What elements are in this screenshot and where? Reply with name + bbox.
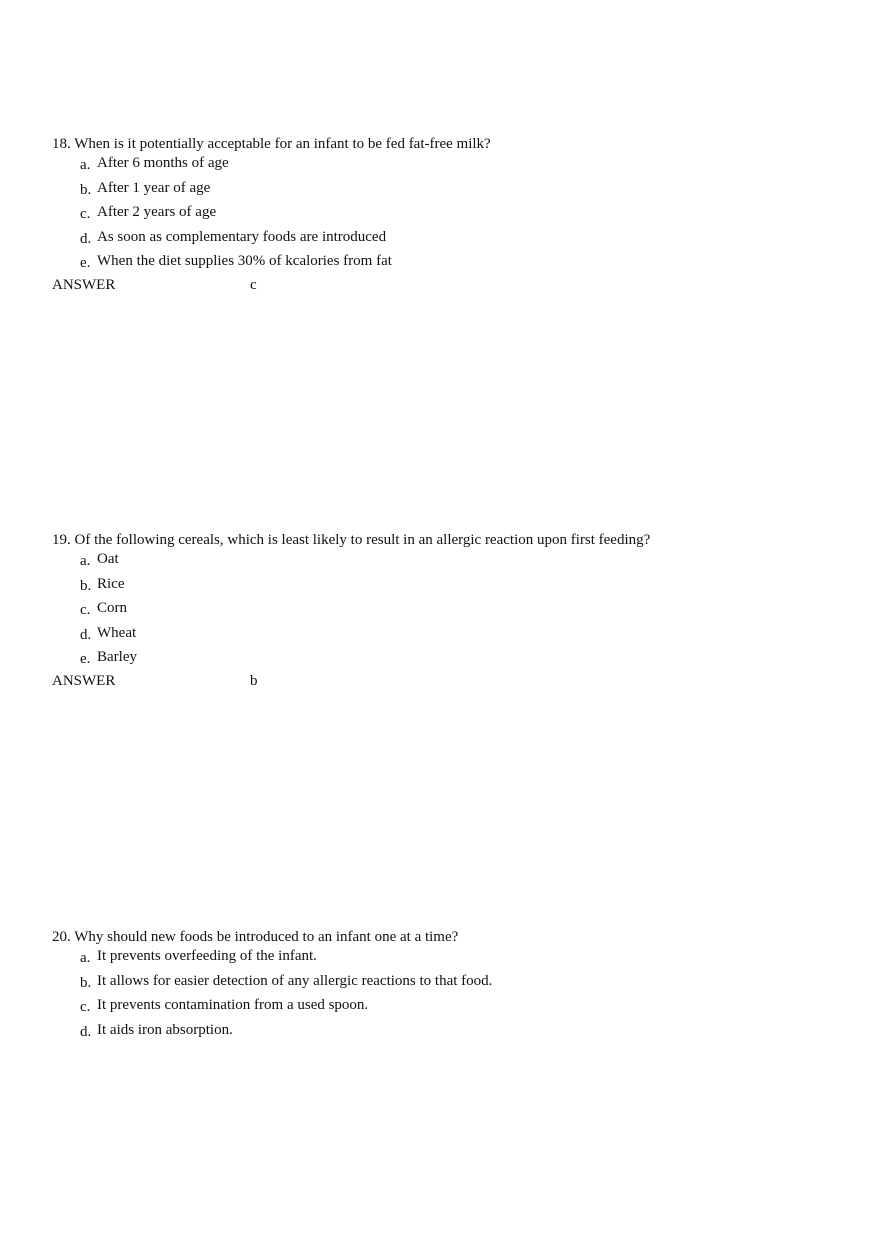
- option-c: [52, 202, 852, 227]
- option-letter: c.: [80, 999, 91, 1015]
- option-letter: d.: [80, 626, 92, 643]
- option-text: Corn: [97, 600, 127, 616]
- option-d: [52, 623, 852, 648]
- option-a: [52, 549, 852, 574]
- option-d: [52, 1020, 852, 1045]
- option-text: Oat: [97, 551, 119, 567]
- question-18: [52, 135, 852, 296]
- option-text: Barley: [97, 649, 137, 665]
- answer-row: [52, 276, 852, 296]
- option-text: After 2 years of age: [97, 204, 217, 220]
- answer-value: b: [250, 672, 258, 689]
- option-letter: b.: [80, 577, 92, 594]
- answer-label: ANSWER: [52, 672, 116, 689]
- option-text: It allows for easier detection of any allergic reactions to that food.: [97, 972, 493, 989]
- option-letter: e.: [80, 651, 91, 667]
- option-text: Rice: [97, 575, 125, 592]
- option-a: [52, 153, 852, 178]
- option-e: [52, 251, 852, 276]
- option-letter: a.: [80, 157, 91, 173]
- answer-row: [52, 672, 852, 692]
- option-text: It prevents overfeeding of the infant.: [97, 948, 317, 964]
- question-19: [52, 531, 852, 692]
- question-stem: [52, 531, 852, 549]
- option-text: After 6 months of age: [97, 155, 229, 171]
- option-b: [52, 178, 852, 203]
- option-text: It aids iron absorption.: [97, 1021, 233, 1038]
- option-text: It prevents contamination from a used spoon.: [97, 997, 369, 1013]
- option-letter: c.: [80, 602, 91, 618]
- question-text: When is it potentially acceptable for an infant to be fed fat-free milk?: [74, 136, 491, 152]
- option-letter: a.: [80, 553, 91, 569]
- option-letter: d.: [80, 1023, 92, 1040]
- option-b: [52, 971, 852, 996]
- question-20: [52, 928, 852, 1044]
- question-number: 18.: [52, 136, 71, 152]
- option-c: [52, 598, 852, 623]
- option-a: [52, 946, 852, 971]
- option-letter: e.: [80, 255, 91, 271]
- option-letter: c.: [80, 206, 91, 222]
- question-text: Of the following cereals, which is least likely to result in an allergic reaction upon first feeding?: [74, 532, 651, 548]
- option-text: As soon as complementary foods are introduced: [97, 228, 387, 245]
- option-c: [52, 995, 852, 1020]
- option-letter: b.: [80, 974, 92, 991]
- question-text: Why should new foods be introduced to an infant one at a time?: [74, 929, 459, 945]
- option-b: [52, 574, 852, 599]
- question-number: 20.: [52, 929, 71, 945]
- option-text: After 1 year of age: [97, 179, 211, 196]
- option-letter: a.: [80, 950, 91, 966]
- option-text: Wheat: [97, 624, 137, 641]
- answer-label: ANSWER: [52, 276, 116, 293]
- question-number: 19.: [52, 532, 71, 548]
- option-d: [52, 227, 852, 252]
- answer-value: c: [250, 276, 257, 293]
- option-letter: b.: [80, 181, 92, 198]
- question-stem: [52, 928, 852, 946]
- question-stem: [52, 135, 852, 153]
- option-e: [52, 647, 852, 672]
- option-text: When the diet supplies 30% of kcalories from fat: [97, 253, 392, 269]
- option-letter: d.: [80, 230, 92, 247]
